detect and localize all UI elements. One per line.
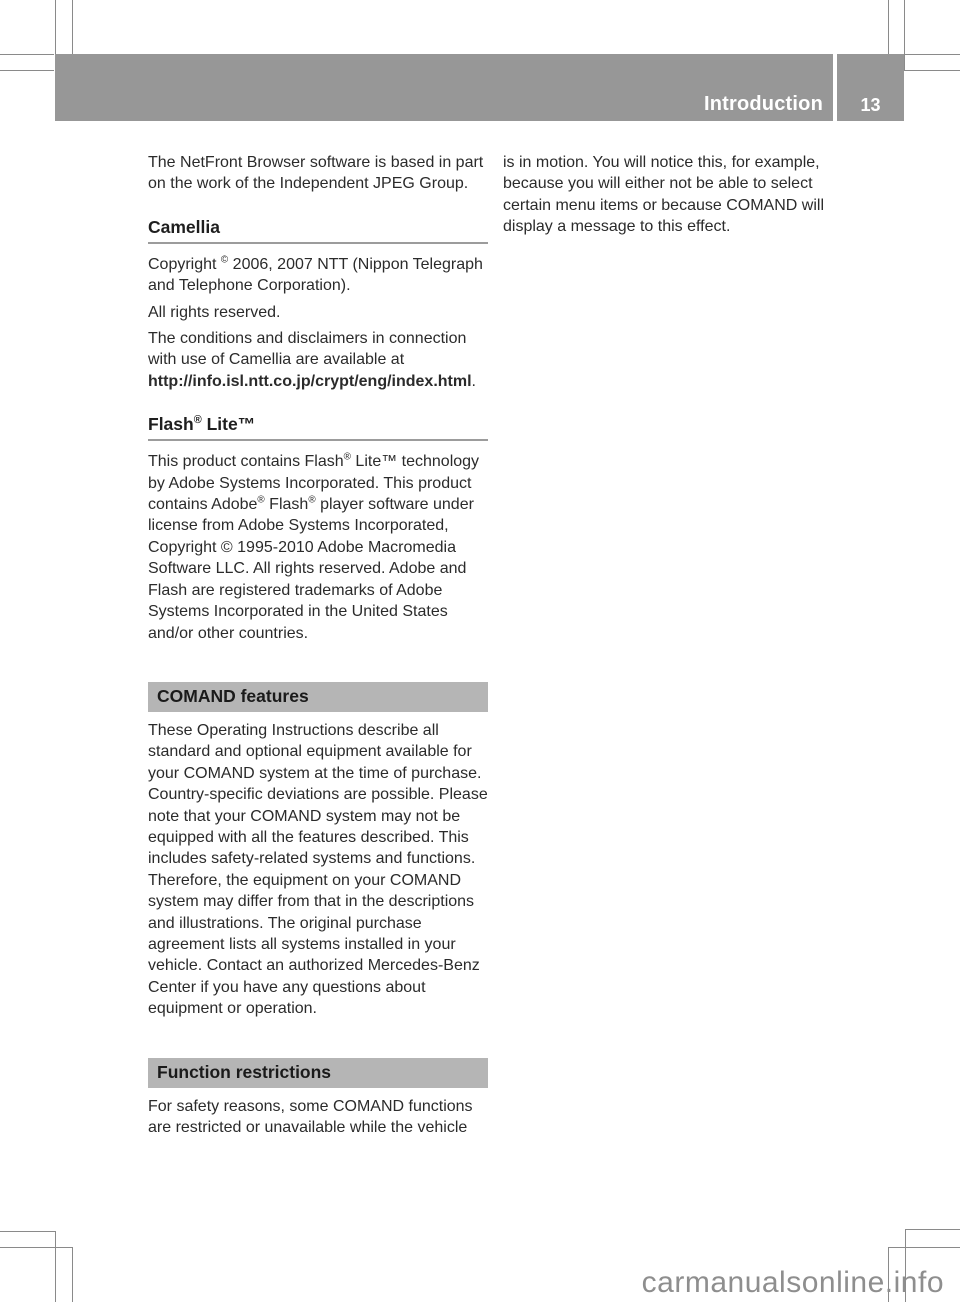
page-number: 13 (860, 95, 881, 115)
paragraph: The NetFront Browser software is based in part on the work of the Independent JPEG Group. (148, 154, 484, 193)
paragraph: Copyright © 2006, 2007 NTT (Nippon Telegraph and Telephone Corporation). (148, 254, 483, 295)
left-column (148, 152, 488, 1143)
right-column (503, 152, 843, 243)
crop-mark (0, 1231, 55, 1232)
crop-mark (55, 1231, 56, 1302)
watermark: carmanualsonline.info (641, 1266, 944, 1299)
crop-mark (0, 70, 54, 71)
paragraph: For safety reasons, some COMAND functions are restricted or unavailable while the vehicle (148, 1097, 473, 1136)
boxed-section-heading: COMAND features (148, 682, 488, 712)
crop-mark (905, 54, 960, 55)
crop-mark (905, 1229, 960, 1230)
crop-mark (55, 0, 56, 54)
crop-mark (72, 1247, 73, 1302)
crop-mark (72, 0, 73, 54)
page-number-band (837, 54, 904, 121)
paragraph: This product contains Flash® Lite™ technology by Adobe Systems Incorporated. This product contains Adobe® Flash® player software under license from Adobe Systems Incorporated, Copyright © 1995-2010 Adobe Macromedia Software LLC. All rights reserved. Adobe and Flash are registered trademarks of Adobe Systems Incorporated in the United States and/or other countries. (148, 451, 480, 642)
crop-mark (0, 1247, 72, 1248)
page-header (55, 54, 904, 121)
crop-mark (904, 0, 905, 71)
paragraph: These Operating Instructions describe all standard and optional equipment available for your COMAND system at the time of purchase. Country-specific deviations are possible. Please note that your COMAND system may not be equipped with all the features described. This includes safety-related systems and functions. Therefore, the equipment on your COMAND system may differ from that in the descriptions and illustrations. The original purchase agreement lists all systems installed in your vehicle. Contact an authorized Mercedes-Benz Center if you have any questions about equipment or operation. (148, 721, 488, 1018)
header-title-band (55, 54, 833, 121)
paragraph: is in motion. You will notice this, for example, because you will either not be able to select certain menu items or because COMAND will display a message to this effect. (503, 154, 824, 236)
crop-mark (888, 0, 889, 54)
boxed-section-heading: Function restrictions (148, 1058, 488, 1088)
section-heading: Flash® Lite™ (148, 414, 488, 441)
section-heading: Camellia (148, 217, 488, 244)
paragraph: All rights reserved. (148, 303, 281, 321)
header-section-title: Introduction (703, 93, 823, 115)
paragraph: The conditions and disclaimers in connection with use of Camellia are available at http://info.isl.ntt.co.jp/crypt/eng/index.html. (148, 330, 476, 390)
crop-mark (905, 70, 960, 71)
crop-mark (0, 54, 54, 55)
crop-mark (888, 1247, 960, 1248)
